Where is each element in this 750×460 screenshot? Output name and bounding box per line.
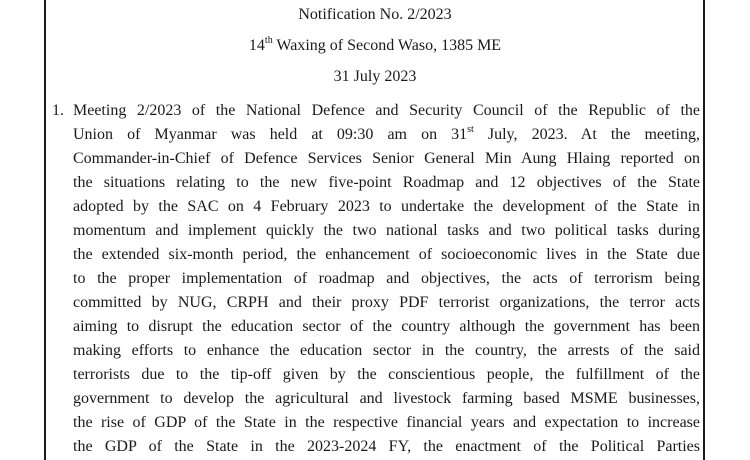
notification-number: Notification No. 2/2023 — [298, 6, 452, 23]
waxing-day-suffix: th — [264, 34, 273, 46]
paragraph-line: the rise of GDP of the State in the respective financial years and expectation to increase — [73, 414, 700, 431]
paragraph-line: the extended six-month period, the enhancement of socioeconomic lives in the State due — [73, 246, 700, 263]
waxing-rest: Waxing of Second Waso, 1385 ME — [272, 37, 502, 54]
paragraph-line — [73, 123, 700, 147]
line-text-rest: July, 2023. At the meeting, — [473, 126, 700, 143]
date-suffix: st — [467, 123, 474, 135]
paragraph-line: aiming to disrupt the education sector of the country although the government has been — [73, 318, 700, 335]
paragraph-line: Meeting 2/2023 of the National Defence and Security Council of the Republic of the — [73, 102, 700, 119]
waxing-day: 14 — [248, 37, 265, 54]
waxing-date — [0, 36, 750, 56]
paragraph-line: committed by NUG, CRPH and their proxy PDF terrorist organizations, the terror acts — [73, 294, 700, 311]
paragraph-line: government to develop the agricultural and livestock farming based MSME businesses, — [73, 390, 700, 407]
item-paragraph — [73, 99, 700, 459]
paragraph-line: momentum and implement quickly the two national tasks and two political tasks during — [73, 222, 700, 239]
paragraph-line: terrorists due to the tip-off given by the conscientious people, the fulfillment of the — [73, 366, 700, 383]
paragraph-line: the GDP of the State in the 2023-2024 FY, the enactment of the Political Parties — [73, 438, 700, 455]
paragraph-line: the situations relating to the new five-point Roadmap and 12 objectives of the State — [73, 174, 700, 191]
paragraph-line: adopted by the SAC on 4 February 2023 to undertake the development of the State in — [73, 198, 700, 215]
paragraph-line: Commander-in-Chief of Defence Services Senior General Min Aung Hlaing reported on — [73, 150, 700, 167]
paragraph-line: to the proper implementation of roadmap and objectives, the acts of terrorism being — [73, 270, 700, 287]
item-number: 1. — [52, 102, 64, 119]
line-text: Union of Myanmar was held at 09:30 am on 31 — [73, 126, 468, 143]
paragraph-line: making efforts to enhance the education sector in the country, the arrests of the said — [73, 342, 700, 359]
gregorian-date: 31 July 2023 — [333, 68, 417, 85]
